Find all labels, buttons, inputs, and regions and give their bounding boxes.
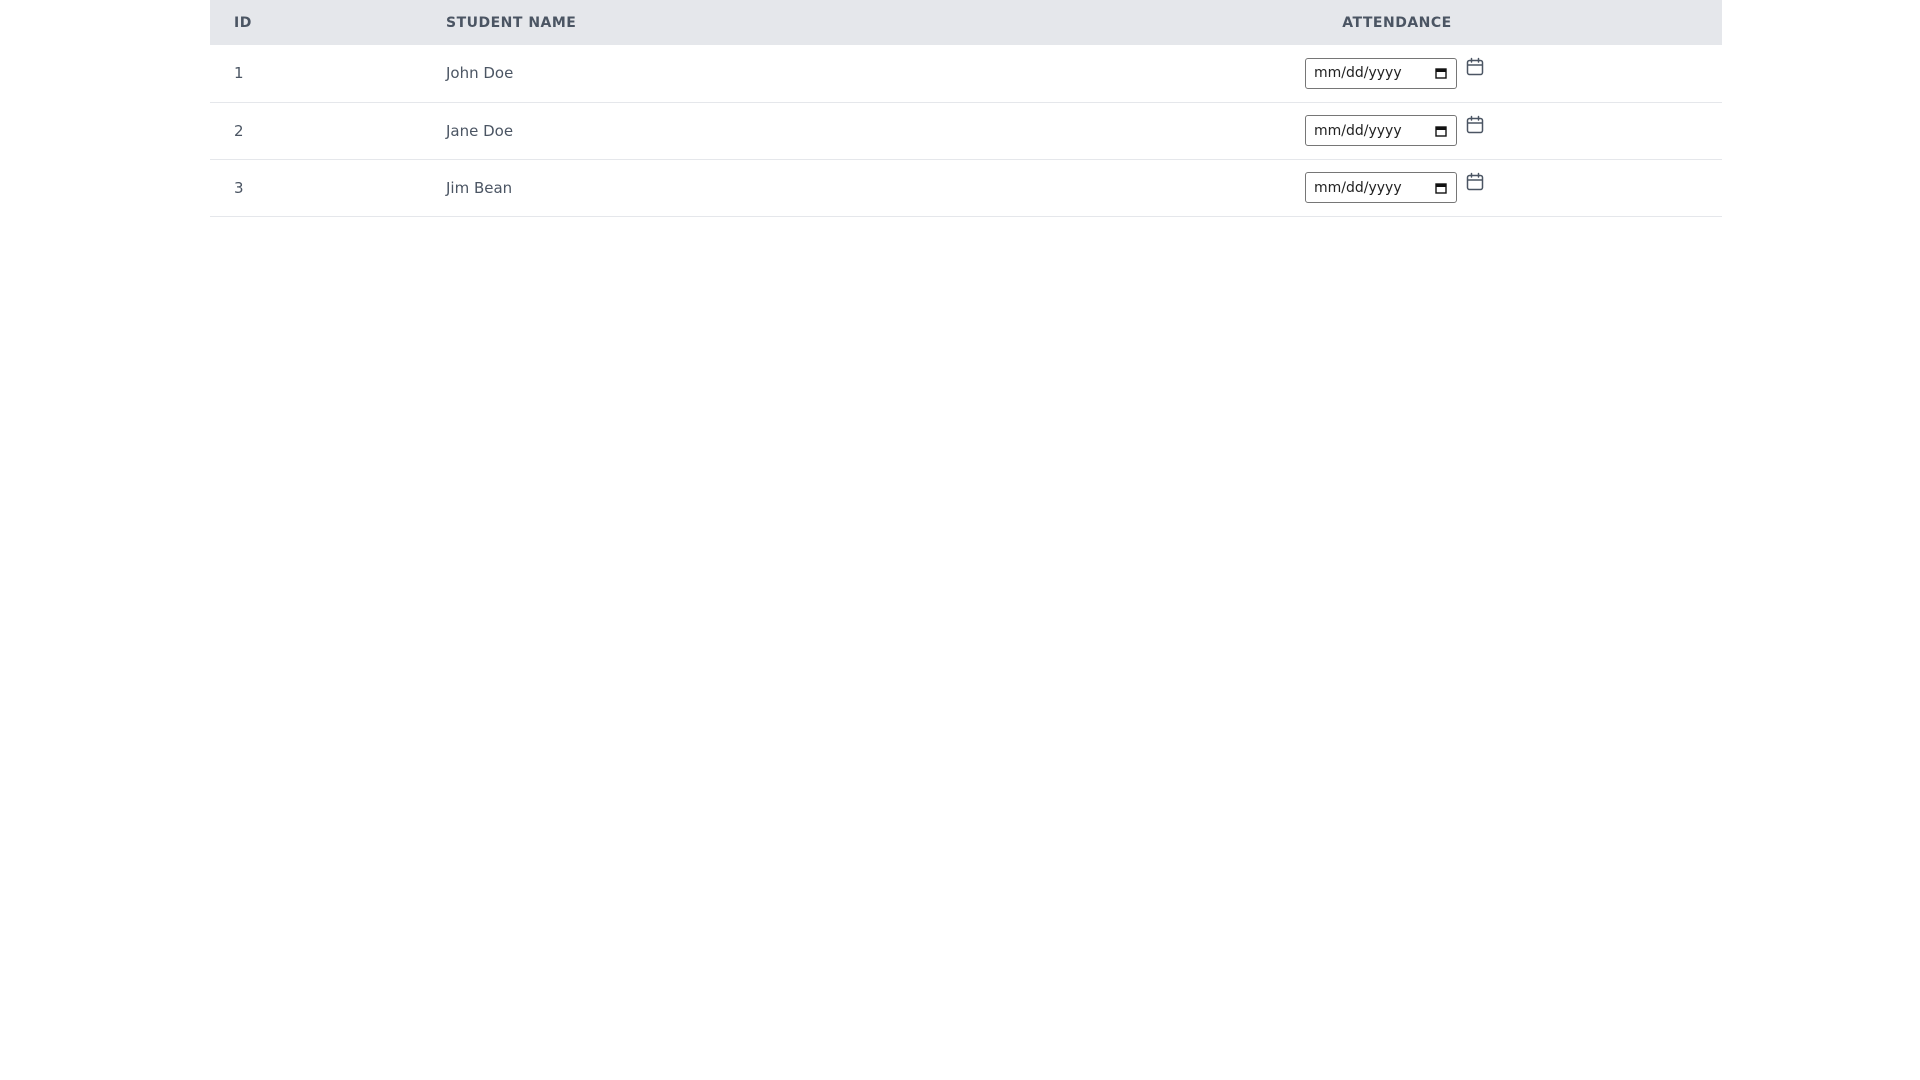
date-placeholder: mm/dd/yyyy	[1314, 179, 1402, 196]
column-header-student-name: STUDENT NAME	[446, 14, 577, 31]
table-header	[210, 0, 1722, 45]
attendance-date-input[interactable]	[1305, 115, 1457, 146]
table-row	[210, 102, 1722, 159]
calendar-icon[interactable]	[1465, 172, 1487, 194]
cell-student-name: Jane Doe	[446, 121, 514, 140]
column-header-attendance: ATTENDANCE	[1342, 14, 1452, 31]
calendar-icon[interactable]	[1465, 115, 1487, 137]
attendance-table	[210, 0, 1722, 217]
table-body	[210, 45, 1722, 216]
attendance-date-input[interactable]	[1305, 172, 1457, 203]
cell-student-name: Jim Bean	[446, 178, 513, 197]
cell-attendance	[1072, 45, 1722, 102]
date-placeholder: mm/dd/yyyy	[1314, 122, 1402, 139]
cell-id: 1	[234, 64, 244, 83]
cell-id: 2	[234, 121, 244, 140]
table-row	[210, 45, 1722, 102]
calendar-picker-icon[interactable]	[1434, 66, 1448, 80]
column-header-id: ID	[234, 14, 252, 31]
cell-id: 3	[234, 178, 244, 197]
table-row	[210, 159, 1722, 216]
calendar-icon[interactable]	[1465, 57, 1487, 79]
calendar-picker-icon[interactable]	[1434, 181, 1448, 195]
date-placeholder: mm/dd/yyyy	[1314, 65, 1402, 82]
attendance-table-container	[210, 0, 1722, 217]
attendance-date-input[interactable]	[1305, 58, 1457, 89]
cell-student-name: John Doe	[446, 64, 514, 83]
calendar-picker-icon[interactable]	[1434, 124, 1448, 138]
cell-attendance	[1072, 102, 1722, 159]
cell-attendance	[1072, 159, 1722, 216]
header-row	[210, 0, 1722, 45]
